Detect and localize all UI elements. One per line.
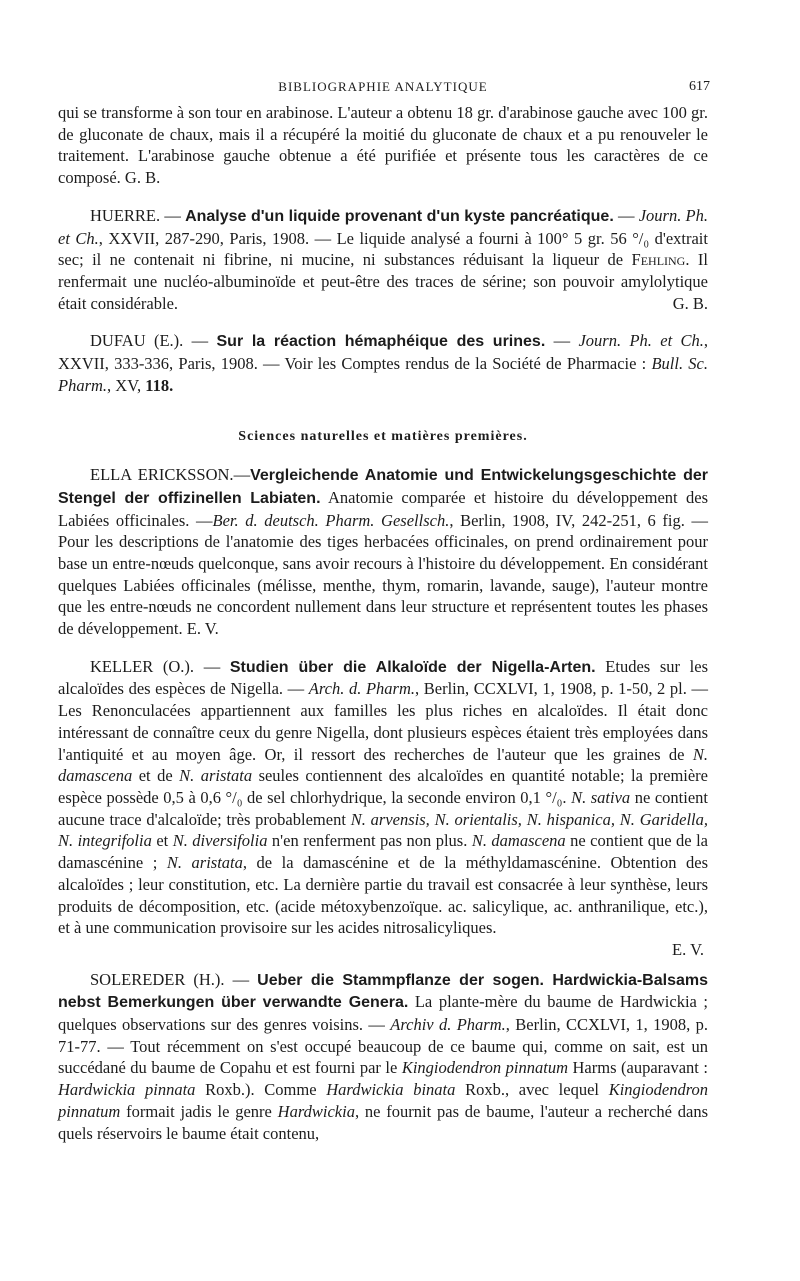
entry-body: , ne fournit pas de baume, l'auteur a recherché dans quels réservoirs le baume était contenu, [58, 1101, 708, 1143]
entry-signature: E. V. [672, 939, 704, 959]
species-name: N. diversifolia [172, 831, 268, 851]
species-name: Kingiodendron pinnatum [401, 1058, 568, 1078]
entry-reference: , XV, [107, 375, 146, 395]
species-name: N. damascena [471, 831, 566, 851]
entry-body: , de la damascénine et de la méthyldamascénine. Obtention des alcaloïdes ; leur constitution, etc. La dernière partie du travail est consacrée à leur synthèse, leurs produits de décomposition, etc. (acide métoxybenzoïque. ac. salicylique, ac. anthranilique, etc.), et à une communication provisoire sur les acides nitrosalicyliques. [58, 853, 708, 938]
species-name: Hardwickia [277, 1101, 355, 1121]
entry-body: Anatomie comparée et histoire du développement des Labiées officinales. — [58, 487, 708, 530]
entry-body: , Berlin, CCXLVI, 1, 1908, p. 71-77. — Tout récemment on s'est occupé beaucoup de ce baume qui, comme on sait, est un succédané du baume de Copahu et est fourni par le [58, 1015, 708, 1078]
bibliography-entry [58, 656, 708, 939]
entry-reference: , XXVII, 287-290, Paris, 1908. — Le liquide analysé a fourni à 100° 5 gr. 56 °/₀ d'extrait sec; il ne contenait ni fibrine, ni mucine, ni substances réduisant la liqueur de [58, 228, 708, 270]
species-name: N. sativa [571, 787, 631, 807]
entry-reference: , XXVII, 333-336, Paris, 1908. — Voir les Comptes rendus de la Société de Pharmacie : [58, 331, 709, 374]
entry-body: Roxb.). Comme [195, 1080, 327, 1100]
reagent-name: Fehling [631, 250, 686, 270]
journal-name: Archiv d. Pharm. [390, 1015, 506, 1035]
entry-title: Ueber die Stammpflanze der sogen. Hardwickia-Balsams nebst Bemerkungen über verwandte Genera. [58, 971, 708, 1012]
entry-body: , Berlin, 1908, IV, 242-251, 6 fig. — Pour les descriptions de l'anatomie des tiges herbacées officinales, on prend ordinairement pour base un entre-nœuds quelconque, sans avoir recours à l'histoire du développement. En considérant quelques Labiées officinales (mélisse, menthe, thym, romarin, lavande, sauge), l'auteur montre que les entre-nœuds ne concordent nullement dans leur structure et représentent toutes les phases de développement. [58, 510, 709, 639]
bibliography-entry [58, 205, 708, 315]
dash: — [613, 205, 639, 225]
entry-author: DUFAU (E.). [90, 331, 184, 351]
species-name: N. aristata [166, 853, 243, 873]
journal-name: Journ. Ph. et Ch. [58, 205, 708, 248]
entry-title: Analyse d'un liquide provenant d'un kyste pancréatique. [185, 207, 614, 225]
dash: — [224, 969, 258, 989]
entry-signature: G. B. [672, 293, 708, 313]
bibliography-entry [58, 330, 708, 396]
entry-body: ne contient que de la damascénine ; [58, 831, 709, 873]
page-number: 617 [689, 79, 710, 94]
entry-body: seules contiennent des alcaloïdes en quantité notable; la première espèce possède 0,5 à 0,6 °/₀ de sel chlorhydrique, la seconde environ 0,1 °/₀. [58, 766, 709, 807]
entry-body: Roxb., avec lequel [455, 1080, 609, 1100]
entry-continuation [58, 102, 708, 189]
running-head [58, 70, 708, 94]
species-name: Hardwickia pinnata [58, 1080, 196, 1100]
dash: — [160, 205, 186, 225]
entry-body: ne contient aucune trace d'alcaloïde; très probablement [58, 787, 708, 829]
section-heading: Sciences naturelles et matières premières. [238, 429, 528, 445]
entry-body: et de [132, 766, 180, 786]
species-name: N. damascena [58, 744, 708, 786]
entry-body: et [151, 831, 173, 851]
document-page [58, 70, 708, 1144]
dash: — [233, 465, 251, 485]
entry-body: . Il renfermait une nucléo-albuminoïde et peut-être des traces de sérine; son pouvoir amylolytique était considérable. [58, 250, 708, 313]
entry-author: ELLA ERICKSSON. [90, 465, 234, 485]
entry-body: Harms (auparavant : [568, 1058, 708, 1078]
entry-title: Vergleichende Anatomie und Entwickelungsgeschichte der Stengel der offizinellen Labiaten. [58, 467, 708, 507]
page-reference: 118. [145, 375, 174, 395]
journal-name: Ber. d. deutsch. Pharm. Gesellsch. [212, 510, 450, 530]
journal-name: Journ. Ph. et Ch. [578, 331, 704, 351]
entry-title: Sur la réaction hémaphéique des urines. [216, 333, 546, 351]
entry-author: KELLER (O.). [90, 656, 195, 676]
entry-body: La plante-mère du baume de Hardwickia ; quelques observations sur des genres voisins. — [58, 992, 709, 1035]
entry-signature: E. V. [186, 619, 219, 639]
species-name: Hardwickia binata [326, 1080, 456, 1100]
entry-body: qui se transforme à son tour en arabinose. L'auteur a obtenu 18 gr. d'arabinose gauche avec 100 gr. de gluconate de chaux, mais il a récupéré la moitié du gluconate de chaux et a pu renouveler le traitement. L'arabinose gauche obtenue a été purifiée et présente tous les caractères de ce composé. [58, 103, 708, 188]
entry-author: SOLEREDER (H.). [90, 969, 225, 989]
journal-name: Arch. d. Pharm. [308, 679, 416, 699]
entry-body: formait jadis le genre [120, 1101, 278, 1121]
dash: — [545, 331, 579, 351]
entry-body: n'en renferment pas non plus. [267, 831, 472, 851]
journal-name: Bull. Sc. Pharm. [58, 354, 708, 395]
bibliography-entry [58, 969, 708, 1145]
species-name: N. arvensis, N. orientalis, N. hispanica, N. Garidella, N. integrifolia [58, 809, 708, 851]
entry-author: HUERRE. [90, 205, 161, 225]
running-head-title: BIBLIOGRAPHIE ANALYTIQUE [278, 79, 488, 94]
dash: — [194, 656, 230, 676]
species-name: Kingiodendron pinnatum [58, 1080, 709, 1121]
entry-body: , Berlin, CCXLVI, 1, 1908, p. 1-50, 2 pl. — Les Renonculacées appartiennent aux familles les plus riches en alcaloïdes. Il était donc intéressant de connaître ceux du genre Nigella, dont plusieurs espèces étaient très employées dans l'antiquité et au moyen âge. Or, il ressort des recherches de l'auteur que les graines de [58, 679, 708, 764]
entry-body: Etudes sur les alcaloïdes des espèces de Nigella. — [58, 656, 708, 699]
entry-title: Studien über die Alkaloïde der Nigella-Arten. [229, 658, 596, 676]
entry-signature: G. B. [124, 168, 161, 188]
dash: — [183, 331, 217, 351]
bibliography-entry [58, 464, 708, 640]
species-name: N. aristata [179, 766, 253, 786]
